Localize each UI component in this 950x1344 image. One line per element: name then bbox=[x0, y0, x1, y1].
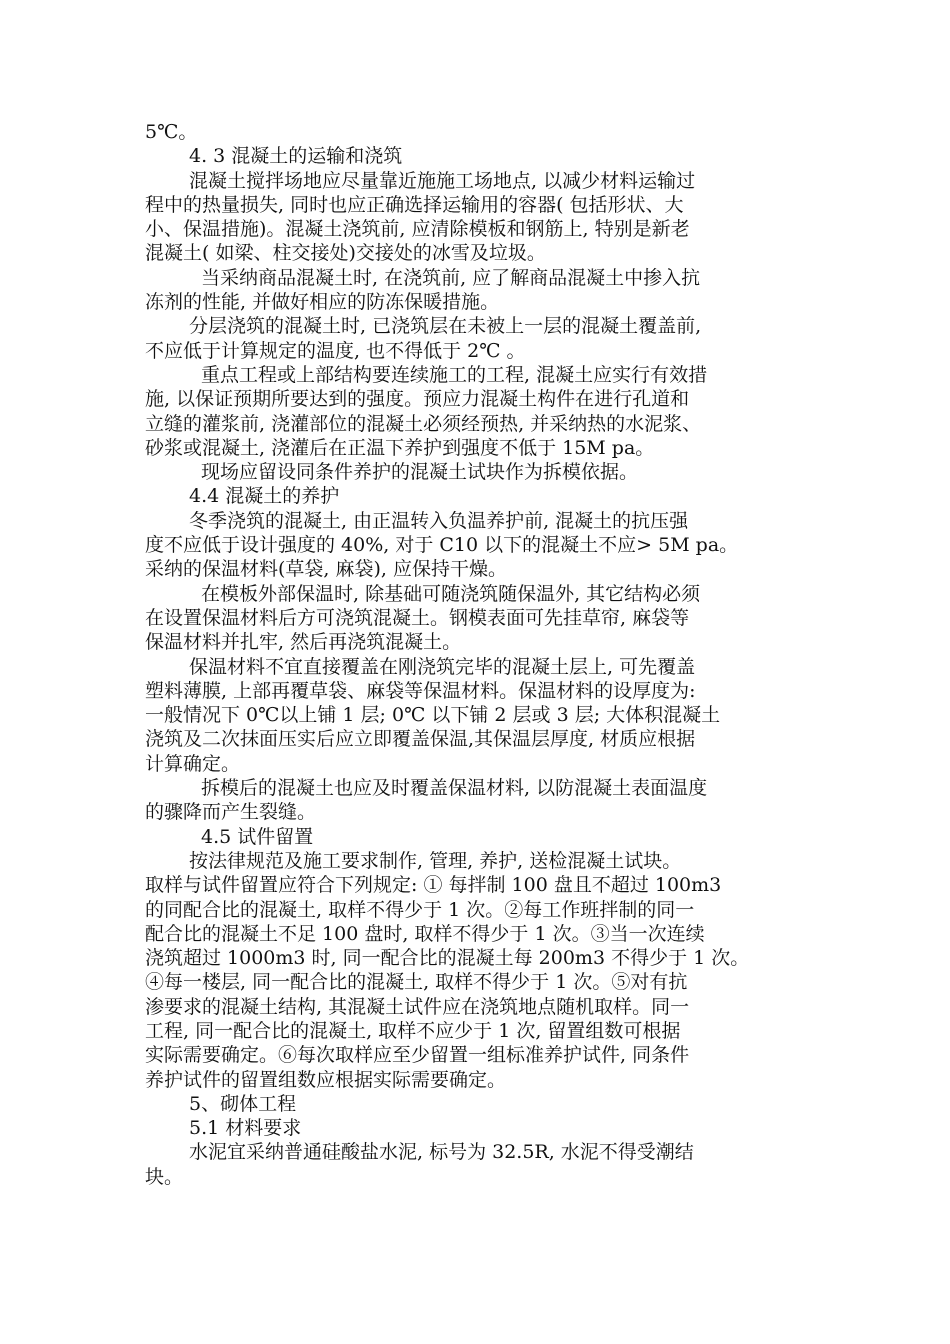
text-line: 在设置保温材料后方可浇筑混凝土。钢模表面可先挂草帘, 麻袋等 bbox=[145, 606, 690, 629]
text-line: 现场应留设同条件养护的混凝土试块作为拆模依据。 bbox=[201, 461, 639, 484]
text-line: 水泥宜采纳普通硅酸盐水泥, 标号为 32.5R, 水泥不得受潮结 bbox=[189, 1141, 694, 1164]
text-line: 在模板外部保温时, 除基础可随浇筑随保温外, 其它结构必须 bbox=[201, 582, 701, 605]
text-line: 保温材料并扎牢, 然后再浇筑混凝土。 bbox=[145, 631, 462, 654]
text-line: 工程, 同一配合比的混凝土, 取样不应少于 1 次, 留置组数可根据 bbox=[145, 1019, 681, 1042]
text-line: 不应低于计算规定的温度, 也不得低于 2℃ 。 bbox=[145, 339, 526, 362]
text-line: 渗要求的混凝土结构, 其混凝土试件应在浇筑地点随机取样。同一 bbox=[145, 995, 690, 1018]
text-line: 取样与试件留置应符合下列规定: ① 每拌制 100 盘且不超过 100m3 bbox=[145, 874, 722, 897]
text-line: 4.5 试件留置 bbox=[201, 825, 314, 848]
text-line: 的同配合比的混凝土, 取样不得少于 1 次。②每工作班拌制的同一 bbox=[145, 898, 695, 921]
text-line: 程中的热量损失, 同时也应正确选择运输用的容器( 包括形状、大 bbox=[145, 193, 684, 216]
text-line: 5、砌体工程 bbox=[189, 1092, 297, 1115]
text-line: 的骤降而产生裂缝。 bbox=[145, 801, 317, 824]
text-line: 塑料薄膜, 上部再覆草袋、麻袋等保温材料。保温材料的设厚度为: bbox=[145, 679, 696, 702]
text-line: 重点工程或上部结构要连续施工的工程, 混凝土应实行有效措 bbox=[201, 363, 708, 386]
text-line: 混凝土( 如梁、柱交接处)交接处的冰雪及垃圾。 bbox=[145, 242, 546, 265]
text-line: 拆模后的混凝土也应及时覆盖保温材料, 以防混凝土表面温度 bbox=[201, 777, 708, 800]
text-line: 一般情况下 0℃以上铺 1 层; 0℃ 以下铺 2 层或 3 层; 大体积混凝土 bbox=[145, 704, 721, 727]
text-line: 4. 3 混凝土的运输和浇筑 bbox=[189, 145, 403, 168]
text-line: 浇筑及二次抹面压实后应立即覆盖保温,其保温层厚度, 材质应根据 bbox=[145, 728, 696, 751]
text-line: 采纳的保温材料(草袋, 麻袋), 应保持干燥。 bbox=[145, 558, 507, 581]
text-line: 度不应低于设计强度的 40%, 对于 C10 以下的混凝土不应> 5M pa。 bbox=[145, 534, 739, 557]
text-line: 保温材料不宜直接覆盖在刚浇筑完毕的混凝土层上, 可先覆盖 bbox=[189, 655, 696, 678]
text-line: 实际需要确定。⑥每次取样应至少留置一组标准养护试件, 同条件 bbox=[145, 1044, 690, 1067]
text-line: 按法律规范及施工要求制作, 管理, 养护, 送检混凝土试块。 bbox=[189, 849, 682, 872]
text-line: 计算确定。 bbox=[145, 752, 241, 775]
text-line: 小、保温措施)。混凝土浇筑前, 应清除模板和钢筋上, 特别是新老 bbox=[145, 218, 690, 241]
text-line: 冬季浇筑的混凝土, 由正温转入负温养护前, 混凝土的抗压强 bbox=[189, 509, 689, 532]
text-line: 分层浇筑的混凝土时, 已浇筑层在未被上一层的混凝土覆盖前, bbox=[189, 315, 702, 338]
text-line: 4.4 混凝土的养护 bbox=[189, 485, 340, 508]
text-line: 冻剂的性能, 并做好相应的防冻保暖措施。 bbox=[145, 291, 500, 314]
text-line: 5℃。 bbox=[145, 121, 198, 143]
text-line: 配合比的混凝土不足 100 盘时, 取样不得少于 1 次。③当一次连续 bbox=[145, 922, 705, 945]
text-line: 施, 以保证预期所要达到的强度。预应力混凝土构件在进行孔道和 bbox=[145, 388, 690, 411]
document-body bbox=[145, 120, 805, 1189]
text-line: 混凝土搅拌场地应尽量靠近施施工场地点, 以减少材料运输过 bbox=[189, 169, 696, 192]
text-line: 砂浆或混凝土, 浇灌后在正温下养护到强度不低于 15M pa。 bbox=[145, 436, 655, 459]
text-line: 5.1 材料要求 bbox=[189, 1117, 302, 1140]
text-line: 养护试件的留置组数应根据实际需要确定。 bbox=[145, 1068, 507, 1091]
text-line: 立缝的灌浆前, 浇灌部位的混凝土必须经预热, 并采纳热的水泥浆、 bbox=[145, 412, 702, 435]
text-line: 当采纳商品混凝土时, 在浇筑前, 应了解商品混凝土中掺入抗 bbox=[201, 266, 701, 289]
text-line: ④每一楼层, 同一配合比的混凝土, 取样不得少于 1 次。⑤对有抗 bbox=[145, 971, 688, 994]
text-line: 浇筑超过 1000m3 时, 同一配合比的混凝土每 200m3 不得少于 1 次。 bbox=[145, 947, 750, 970]
text-line: 块。 bbox=[145, 1165, 184, 1188]
